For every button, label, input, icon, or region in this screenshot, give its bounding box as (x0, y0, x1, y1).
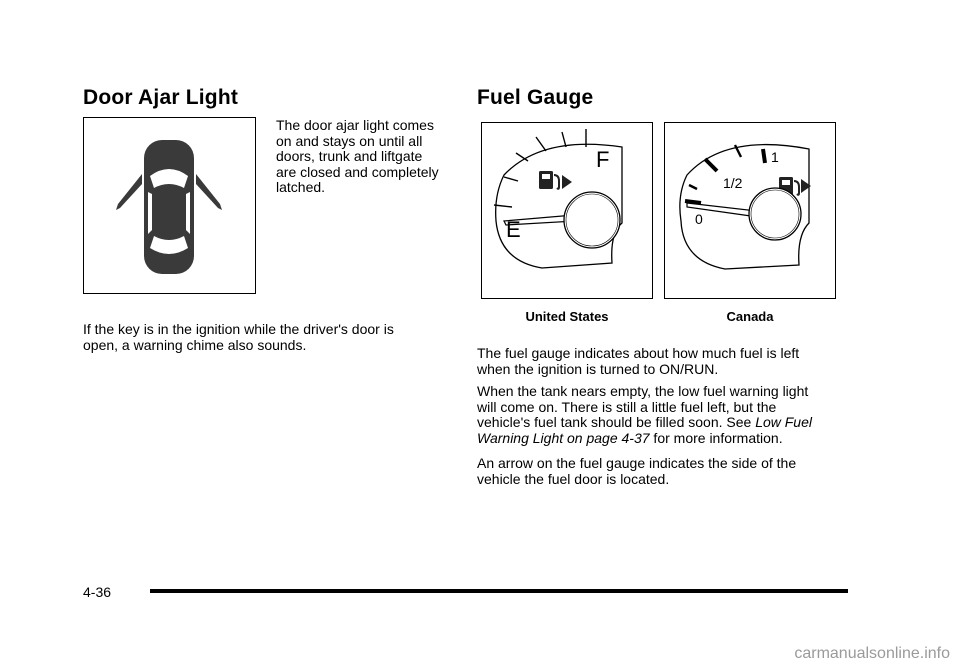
canada-gauge-empty-label: 0 (695, 211, 703, 227)
canada-gauge-half-label: 1/2 (723, 175, 743, 191)
car-doors-open-icon (84, 118, 254, 292)
side-text-line-3: doors, trunk and liftgate (276, 148, 423, 164)
canada-gauge-full-label: 1 (771, 149, 779, 165)
para2-line-3 (477, 415, 849, 431)
para1-line-2: when the ignition is turned to ON/RUN. (477, 360, 719, 377)
side-text-line-5: latched. (276, 179, 326, 195)
watermark: carmanualsonline.info (794, 645, 950, 662)
canada-gauge-dial (665, 123, 834, 297)
us-gauge-full-label: F (596, 147, 610, 172)
para2-line-2: will come on. There is still a little fuel left, but the (477, 398, 777, 415)
door-ajar-illustration (83, 117, 256, 294)
us-fuel-gauge-illustration (481, 122, 653, 299)
para1-line-1: The fuel gauge indicates about how much fuel is left (477, 345, 800, 361)
para2-line-3-text: vehicle's fuel tank should be filled soon. See (477, 414, 756, 430)
para2-suffix: for more information. (649, 429, 783, 446)
low-fuel-warning-link-part1[interactable]: Low Fuel (755, 414, 812, 430)
canada-caption: Canada (726, 309, 774, 324)
fuel-gauge-paragraph-1 (477, 346, 849, 377)
page-number: 4-36 (83, 584, 112, 600)
para2-line-1: When the tank nears empty, the low fuel warning light (477, 383, 809, 399)
footer-rule (150, 589, 848, 593)
fuel-gauge-paragraph-3 (477, 456, 849, 487)
side-text-line-4: are closed and completely (276, 163, 439, 180)
chime-line-2: open, a warning chime also sounds. (83, 336, 307, 353)
side-text-line-2: on and stays on until all (276, 132, 423, 149)
fuel-gauge-heading: Fuel Gauge (477, 86, 594, 109)
fuel-gauge-paragraph-2 (477, 384, 849, 446)
door-ajar-chime-paragraph (83, 322, 394, 353)
low-fuel-warning-link-part2[interactable]: Warning Light on page 4-37 (477, 429, 650, 446)
door-ajar-side-text (276, 118, 439, 196)
side-text-line-1: The door ajar light comes (276, 117, 434, 133)
us-gauge-dial (482, 123, 651, 297)
door-ajar-heading: Door Ajar Light (83, 86, 239, 109)
para3-line-1: An arrow on the fuel gauge indicates the side of the (477, 455, 797, 471)
us-caption: United States (525, 309, 609, 324)
canada-fuel-gauge-illustration (664, 122, 836, 299)
para3-line-2: vehicle the fuel door is located. (477, 470, 670, 487)
us-gauge-empty-label: E (506, 217, 521, 242)
para2-line-4 (477, 431, 849, 447)
chime-line-1: If the key is in the ignition while the driver's door is (83, 321, 394, 337)
